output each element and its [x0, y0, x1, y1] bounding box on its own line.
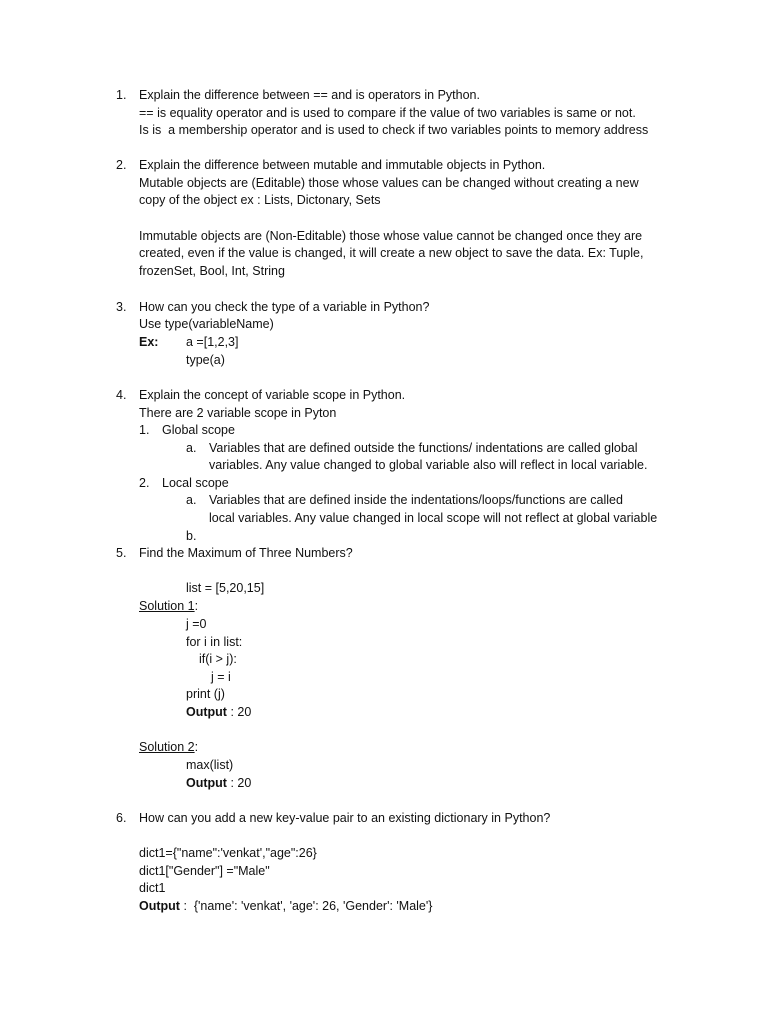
q4-local-sub-a: a.	[186, 493, 197, 507]
q4-local-line2: local variables. Any value changed in local scope will not reflect at global variable	[209, 511, 658, 525]
q4-title: Explain the concept of variable scope in Python.	[139, 388, 406, 402]
q4-intro: There are 2 variable scope in Pyton	[139, 406, 337, 420]
q3-code-line2: type(a)	[186, 353, 225, 367]
q6-code-line2: dict1["Gender"] ="Male"	[139, 864, 270, 878]
q5-sol2-code-line1: max(list)	[186, 758, 234, 772]
q5-sol1-code-line1: j =0	[186, 617, 207, 631]
q1-answer-line2: Is is a membership operator and is used to check if two variables points to memory address	[139, 123, 649, 137]
q4-local-sub-b: b.	[186, 529, 197, 543]
q6-number: 6.	[116, 811, 127, 825]
q2-title: Explain the difference between mutable and immutable objects in Python.	[139, 158, 546, 172]
q5-solution1-colon: :	[194, 599, 199, 613]
q6-code-line1: dict1={"name":'venkat',"age":26}	[139, 846, 317, 860]
q4-global-sub-a: a.	[186, 441, 197, 455]
q2-immutable-line1: Immutable objects are (Non-Editable) those whose value cannot be changed once they are	[139, 229, 643, 243]
q5-sol2-output-value: : 20	[226, 776, 252, 790]
q2-immutable-line3: frozenSet, Bool, Int, String	[139, 264, 285, 278]
q5-sol1-code-line4: j = i	[211, 670, 231, 684]
q5-sol1-output	[186, 706, 251, 719]
q4-global-line1: Variables that are defined outside the functions/ indentations are called global	[209, 441, 638, 455]
q2-mutable-line2: copy of the object ex : Lists, Dictonary, Sets	[139, 193, 381, 207]
q1-title: Explain the difference between == and is operators in Python.	[139, 88, 480, 102]
q5-sol1-output-value: : 20	[226, 705, 252, 719]
q6-title: How can you add a new key-value pair to an existing dictionary in Python?	[139, 811, 551, 825]
q5-sol1-code-line2: for i in list:	[186, 635, 243, 649]
q5-list-code: list = [5,20,15]	[186, 581, 265, 595]
q2-mutable-line1: Mutable objects are (Editable) those whose values can be changed without creating a new	[139, 176, 639, 190]
q1-answer-line1: == is equality operator and is used to compare if the value of two variables is same or not.	[139, 106, 636, 120]
q5-sol2-output-label: Output	[186, 776, 227, 790]
q3-number: 3.	[116, 300, 127, 314]
q4-local-title: Local scope	[162, 476, 229, 490]
q3-answer: Use type(variableName)	[139, 317, 274, 331]
q5-solution2-colon: :	[194, 740, 199, 754]
q6-output-value: : {'name': 'venkat', 'age': 26, 'Gender': 'Male'}	[179, 899, 433, 913]
q5-solution1-heading	[139, 600, 198, 613]
q5-sol1-code-line3: if(i > j):	[199, 652, 237, 666]
q1-number: 1.	[116, 88, 127, 102]
q2-number: 2.	[116, 158, 127, 172]
q4-global-line2: variables. Any value changed to global variable also will reflect in local variable.	[209, 458, 648, 472]
q2-immutable-line2: created, even if the value is changed, it will create a new object to save the data. Ex: Tuple,	[139, 246, 644, 260]
q5-title: Find the Maximum of Three Numbers?	[139, 546, 353, 560]
q5-sol1-output-label: Output	[186, 705, 227, 719]
q5-solution2-heading	[139, 741, 198, 754]
q5-solution1-label: Solution 1	[139, 599, 195, 613]
q5-sol2-output	[186, 777, 251, 790]
q5-sol1-code-line5: print (j)	[186, 687, 225, 701]
q4-global-title: Global scope	[162, 423, 235, 437]
q4-number: 4.	[116, 388, 127, 402]
q3-code-line1: a =[1,2,3]	[186, 335, 239, 349]
q6-output-label: Output	[139, 899, 180, 913]
q3-title: How can you check the type of a variable in Python?	[139, 300, 430, 314]
q4-local-number: 2.	[139, 476, 150, 490]
q6-code-line3: dict1	[139, 881, 166, 895]
q6-output	[139, 900, 432, 913]
q4-local-line1: Variables that are defined inside the indentations/loops/functions are called	[209, 493, 623, 507]
q4-global-number: 1.	[139, 423, 150, 437]
q3-example-label: Ex:	[139, 335, 159, 349]
q5-solution2-label: Solution 2	[139, 740, 195, 754]
q5-number: 5.	[116, 546, 127, 560]
